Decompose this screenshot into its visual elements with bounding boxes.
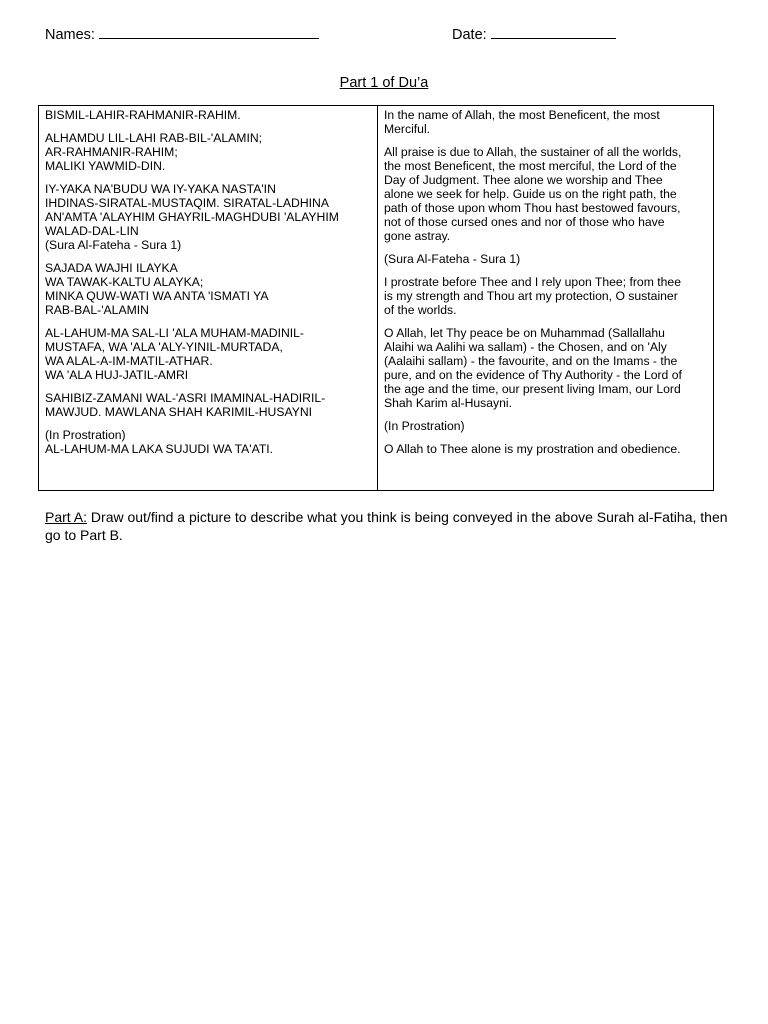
part-a-label: Part A: xyxy=(45,509,88,525)
names-blank-line[interactable] xyxy=(99,24,319,39)
transliteration-paragraph: SAHIBIZ-ZAMANI WAL-'ASRI IMAMINAL-HADIRIL- MAWJUD. MAWLANA SHAH KARIMIL-HUSAYNI xyxy=(45,391,326,419)
translation-column xyxy=(378,106,713,490)
translation-paragraph: O Allah, let Thy peace be on Muhammad (Sallallahu Alaihi wa Aalihi wa sallam) - the Chosen, and on 'Aly (Aalaihi sallam) - the favourite, and on the Imams - the pure, and on the evidence of Thy Authority - the Lord of the age and the time, our present living Imam, our Lord Shah Karim al-Husayni. xyxy=(384,326,682,410)
date-label: Date: xyxy=(452,27,487,43)
dua-table xyxy=(38,105,714,491)
header-row xyxy=(45,24,725,46)
translation-paragraph: (Sura Al-Fateha - Sura 1) xyxy=(384,252,521,266)
document-title-text: Part 1 of Du’a xyxy=(339,75,429,91)
transliteration-paragraph: ALHAMDU LIL-LAHI RAB-BIL-'ALAMIN; AR-RAHMANIR-RAHIM; MALIKI YAWMID-DIN. xyxy=(45,131,263,173)
date-blank-line[interactable] xyxy=(491,24,616,39)
transliteration-paragraph: IY-YAKA NA'BUDU WA IY-YAKA NASTA'IN IHDINAS-SIRATAL-MUSTAQIM. SIRATAL-LADHINA AN'AMTA 'ALAYHIM GHAYRIL-MAGHDUBI 'ALAYHIM WALAD-DAL-LIN (Sura Al-Fateha - Sura 1) xyxy=(45,182,339,252)
transliteration-column xyxy=(39,106,378,490)
names-field xyxy=(45,24,319,43)
transliteration-paragraph: SAJADA WAJHI ILAYKA WA TAWAK-KALTU ALAYKA; MINKA QUW-WATI WA ANTA 'ISMATI YA RAB-BAL-'ALAMIN xyxy=(45,261,269,317)
names-label: Names: xyxy=(45,27,95,43)
document-title xyxy=(0,75,768,91)
translation-paragraph: In the name of Allah, the most Beneficent, the most Merciful. xyxy=(384,108,660,136)
translation-paragraph: O Allah to Thee alone is my prostration and obedience. xyxy=(384,442,681,456)
date-field xyxy=(452,24,616,43)
part-a-text: Draw out/find a picture to describe what you think is being conveyed in the above Surah al-Fatiha, then go to Part B. xyxy=(45,509,728,543)
transliteration-paragraph: (In Prostration) AL-LAHUM-MA LAKA SUJUDI WA TA'ATI. xyxy=(45,428,274,456)
transliteration-paragraph: AL-LAHUM-MA SAL-LI 'ALA MUHAM-MADINIL- MUSTAFA, WA 'ALA 'ALY-YINIL-MURTADA, WA ALAL-A-IM-MATIL-ATHAR. WA 'ALA HUJ-JATIL-AMRI xyxy=(45,326,304,382)
translation-paragraph: All praise is due to Allah, the sustainer of all the worlds, the most Beneficent, the most merciful, the Lord of the Day of Judgment. Thee alone we worship and Thee alone we seek for help. Guide us on the right path, the path of those upon whom Thou hast bestowed favours, not of those cursed ones and nor of those who have gone astray. xyxy=(384,145,682,243)
translation-paragraph: (In Prostration) xyxy=(384,419,465,433)
transliteration-paragraph: BISMIL-LAHIR-RAHMANIR-RAHIM. xyxy=(45,108,241,122)
translation-paragraph: I prostrate before Thee and I rely upon Thee; from thee is my strength and Thou art my protection, O sustainer of the worlds. xyxy=(384,275,681,317)
part-a-instructions xyxy=(45,508,735,544)
